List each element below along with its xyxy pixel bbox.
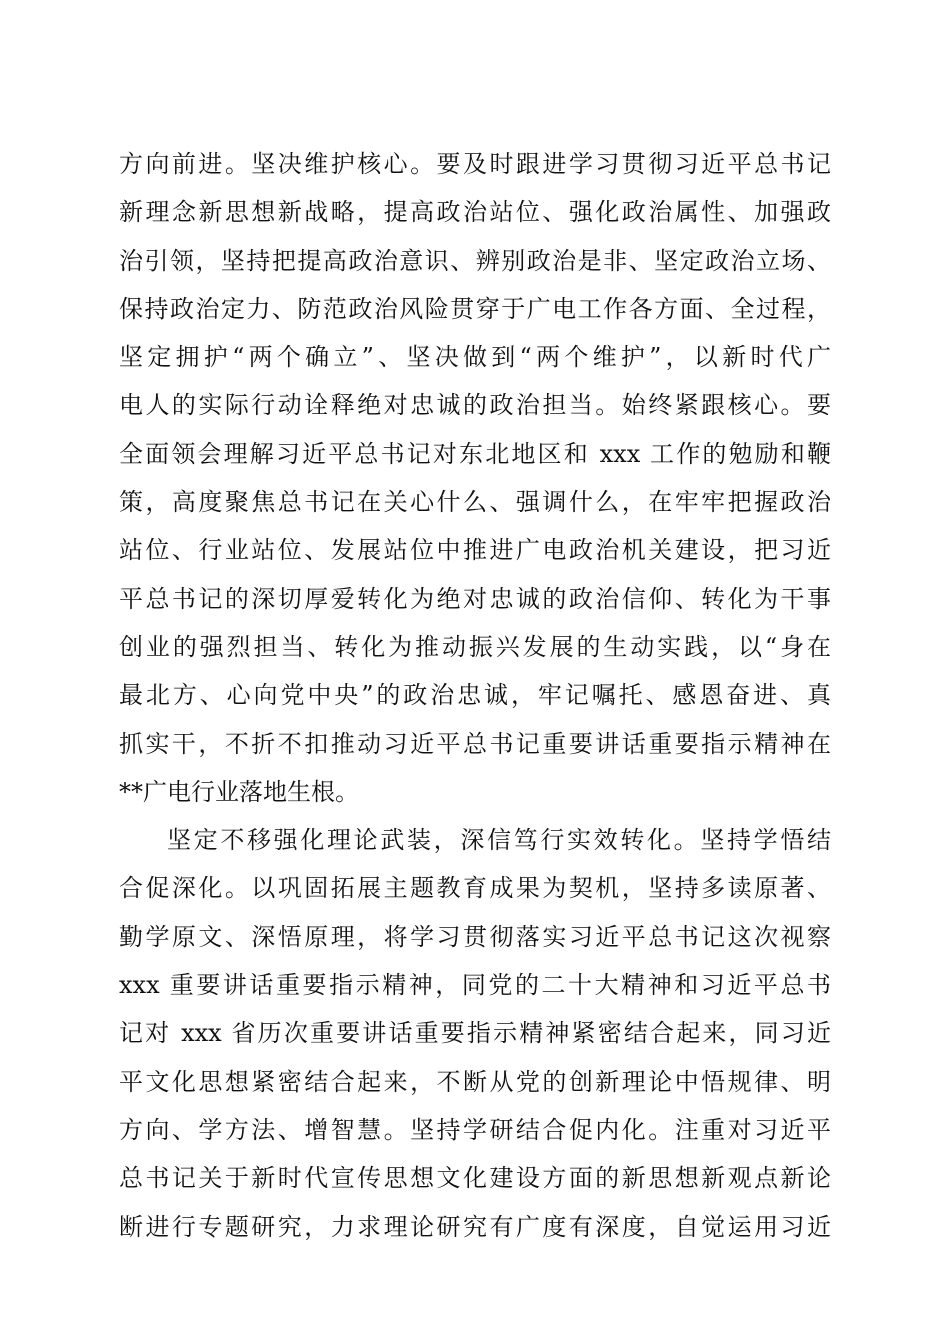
text-line-1: 方向前进。坚决维护核心。要及时跟进学习贯彻习近平总书记 <box>119 150 831 178</box>
text-line-23: 断进行专题研究，力求理论研究有广度有深度，自觉运用习近 <box>119 1212 831 1241</box>
text-line-20: 平文化思想紧密结合起来，不断从党的创新理论中悟规律、明 <box>119 1067 831 1096</box>
text-line-14: **广电行业落地生根。 <box>119 777 359 806</box>
text-line-17: 勤学原文、深悟原理，将学习贯彻落实习近平总书记这次视察 <box>119 922 831 951</box>
text-line-4: 保持政治定力、防范政治风险贯穿于广电工作各方面、全过程， <box>119 294 831 323</box>
text-line-11: 创业的强烈担当、转化为推动振兴发展的生动实践，以“身在 <box>119 632 831 661</box>
text-line-2: 新理念新思想新战略，提高政治站位、强化政治属性、加强政 <box>119 198 831 227</box>
text-line-7: 全面领会理解习近平总书记对东北地区和 xxx 工作的勉励和鞭 <box>119 439 831 468</box>
text-line-15: 坚定不移强化理论武装，深信笃行实效转化。坚持学悟结 <box>167 826 831 855</box>
text-line-9: 站位、行业站位、发展站位中推进广电政治机关建设，把习近 <box>119 536 831 565</box>
text-line-3: 治引领，坚持把提高政治意识、辨别政治是非、坚定政治立场、 <box>119 246 831 275</box>
text-line-5: 坚定拥护“两个确立”、坚决做到“两个维护”，以新时代广 <box>119 343 831 372</box>
text-line-6: 电人的实际行动诠释绝对忠诚的政治担当。始终紧跟核心。要 <box>119 391 831 420</box>
document-body <box>119 140 831 1251</box>
text-line-10: 平总书记的深切厚爱转化为绝对忠诚的政治信仰、转化为干事 <box>119 584 831 613</box>
text-line-16: 合促深化。以巩固拓展主题教育成果为契机，坚持多读原著、 <box>119 874 831 903</box>
text-line-21: 方向、学方法、增智慧。坚持学研结合促内化。注重对习近平 <box>119 1115 831 1144</box>
text-line-8: 策，高度聚焦总书记在关心什么、强调什么，在牢牢把握政治 <box>119 488 831 517</box>
text-line-19: 记对 xxx 省历次重要讲话重要指示精神紧密结合起来，同习近 <box>119 1019 831 1048</box>
text-line-18: xxx 重要讲话重要指示精神，同党的二十大精神和习近平总书 <box>119 971 831 1000</box>
text-line-12: 最北方、心向党中央”的政治忠诚，牢记嘱托、感恩奋进、真 <box>119 681 831 710</box>
text-line-22: 总书记关于新时代宣传思想文化建设方面的新思想新观点新论 <box>119 1164 831 1193</box>
text-line-13: 抓实干，不折不扣推动习近平总书记重要讲话重要指示精神在 <box>119 729 831 758</box>
